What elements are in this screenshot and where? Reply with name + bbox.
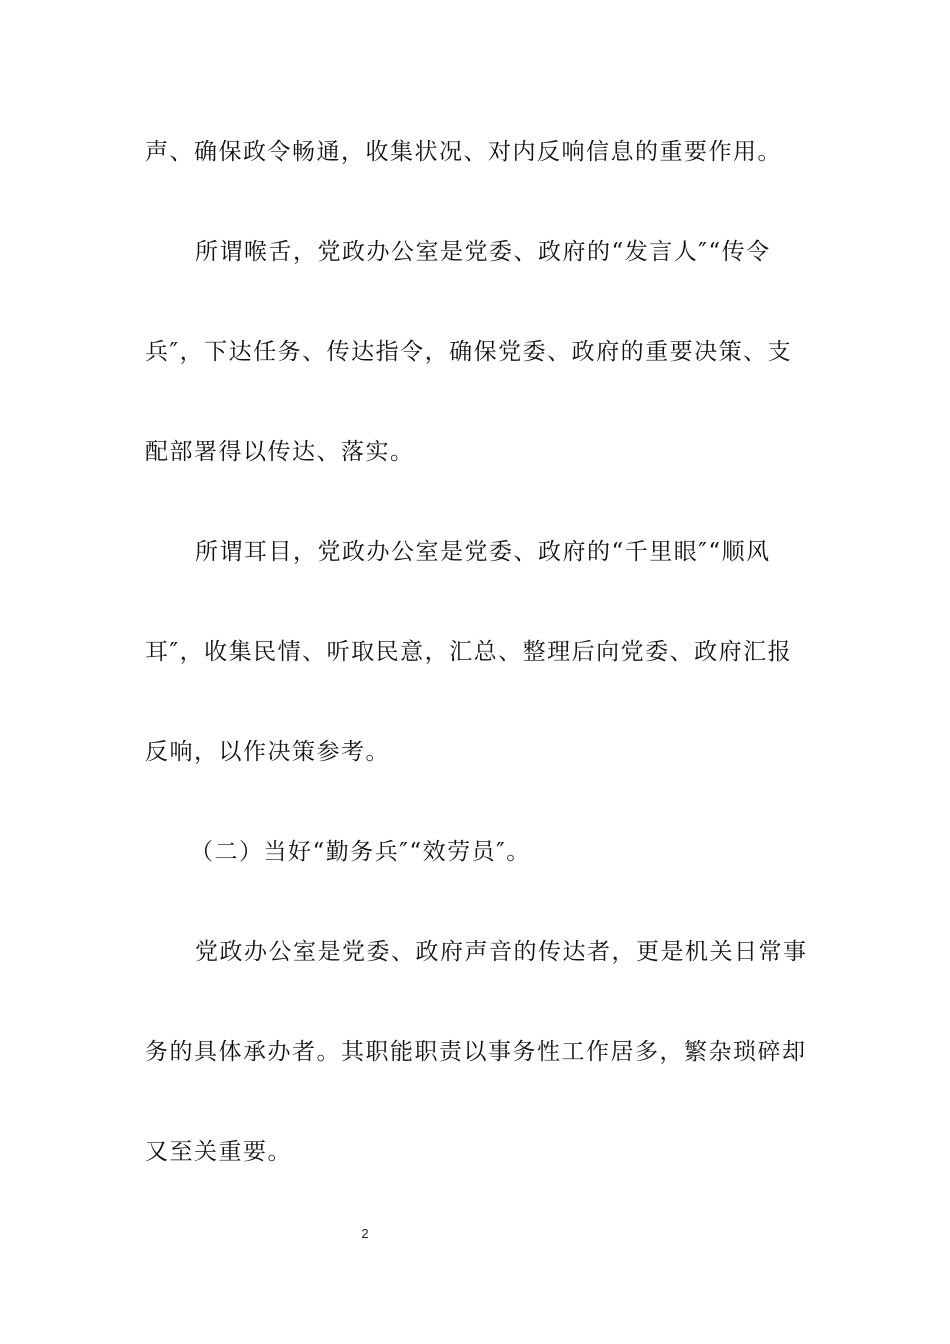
paragraph-first-line: 党政办公室是党委、政府声音的传达者，更是机关日常事: [195, 939, 808, 965]
text-line: 声、确保政令畅通，收集状况、对内反响信息的重要作用。: [145, 139, 782, 165]
paragraph-first-line: 所谓耳目，党政办公室是党委、政府的“千里眼″“顺风: [195, 539, 771, 565]
page-number: 2: [361, 1226, 369, 1241]
text-line: 配部署得以传达、落实。: [145, 439, 415, 465]
section-heading: （二）当好“勤务兵″“效劳员″。: [190, 839, 531, 865]
text-line: 又至关重要。: [145, 1139, 292, 1165]
text-line: 反响，以作决策参考。: [145, 739, 390, 765]
text-line: 耳″，收集民情、听取民意，汇总、整理后向党委、政府汇报: [145, 639, 793, 665]
text-line: 兵″，下达任务、传达指令，确保党委、政府的重要决策、支: [145, 339, 793, 365]
paragraph-first-line: 所谓喉舌，党政办公室是党委、政府的“发言人″“传令: [195, 239, 771, 265]
text-line: 务的具体承办者。其职能职责以事务性工作居多，繁杂琐碎却: [145, 1039, 807, 1065]
